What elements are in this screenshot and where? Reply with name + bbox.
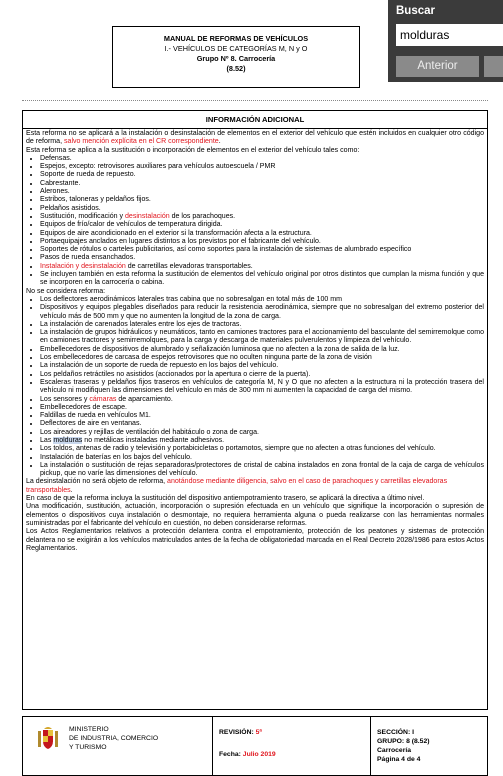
- list-item: • Dispositivos y equipos plegables diseñados para reducir la resistencia aerodinámica, siempre que no sobresalgan del extremo posterior del vehículo más de 500 mm y que no aumenten la longitud de la zona de carga.: [40, 304, 484, 321]
- list-item: • Los toldos, antenas de radio y televisión y portabicicletas o portamotos, siempre que no afecten a otras funciones del vehículo.: [40, 445, 484, 453]
- group-label: GRUPO: 8 (8.52): [377, 738, 430, 745]
- revision-label: REVISIÓN:: [219, 729, 256, 736]
- list-item: • Los deflectores aerodinámicos laterales tras cabina que no sobresalgan en total más de 100 mm: [40, 296, 484, 304]
- red-text: desinstalación: [125, 212, 170, 220]
- ministry-name: [69, 725, 158, 775]
- ministry-line: DE INDUSTRIA, COMERCIO: [69, 735, 159, 742]
- list-item: [40, 213, 484, 221]
- not-considered-heading: No se considera reforma:: [26, 287, 106, 295]
- text: Los sensores y: [40, 395, 90, 403]
- list-item: • Equipos de aire acondicionado en el exterior si la transformación afecta a la estructura.: [40, 230, 484, 238]
- red-text: salvo mención explícita en el CR correspondiente: [64, 138, 219, 146]
- info-content: [23, 129, 487, 553]
- text: de los parachoques.: [169, 212, 236, 220]
- group-code: (8.52): [226, 64, 246, 73]
- paragraph: En caso de que la reforma incluya la sustitución del dispositivo antiempotramiento trasero, se aplicará la directiva a último nivel.: [26, 495, 425, 503]
- info-title: INFORMACIÓN ADICIONAL: [23, 111, 487, 129]
- list-item: • Pasos de rueda ensanchados.: [40, 254, 484, 262]
- list-item: • Deflectores de aire en ventanas.: [40, 420, 484, 428]
- info-section: [22, 110, 488, 710]
- document-header: [112, 26, 360, 88]
- text: .: [218, 138, 221, 146]
- section-label: SECCIÓN: I: [377, 729, 415, 736]
- text: de carretillas elevadoras transportables.: [125, 262, 253, 270]
- list-item: • Se incluyen también en esta reforma la sustitución de elementos del vehículo original por otros distintos que cumplan la misma función y que se incorporen en la carrocería o cabina.: [40, 271, 484, 288]
- text: Sustitución, modificación y: [40, 212, 125, 220]
- fecha: [219, 750, 370, 759]
- search-input[interactable]: [396, 24, 503, 46]
- document-footer: [22, 716, 488, 776]
- list-item: • Espejos, excepto: retrovisores auxiliares para vehículos autoescuela / PMR: [40, 163, 484, 171]
- text: Esta reforma no se aplicará a la instalación o desinstalación de elementos en el exterior del vehículo que estén incluidos en cualquier otro código de reforma,: [26, 130, 484, 146]
- coat-of-arms-icon: [37, 725, 59, 751]
- manual-title: MANUAL DE REFORMAS DE VEHÍCULOS: [163, 34, 309, 43]
- list-item: • Embellecedores de dispositivos de alumbrado y señalización luminosa que no afecten a la zona de salida de la luz.: [40, 346, 484, 354]
- list-item: • Soportes de rótulos o carteles publicitarios, así como soportes para la instalación de sistemas de alumbrado específico: [40, 246, 484, 254]
- paragraph: Una modificación, sustitución, actuación, incorporación o supresión efectuada en un vehículo que signifique la incorporación o supresión de elementos o dispositivos cuya instalación o desmontaje, no requiera herramienta alguna o pueda realizarse con las herramientas normales suministradas por el fabricante del vehículo en cuestión, no deben considerarse reformas.: [26, 503, 484, 527]
- list-item: • Peldaños asistidos.: [40, 205, 484, 213]
- list-item: • La instalación o sustitución de rejas separadoras/protectores de cristal de cabina instalados en zona frontal de la caja de carga de vehículos pickup, que no varíe las dimensiones del vehículo.: [40, 462, 484, 479]
- text: no metálicas instaladas mediante adhesivos.: [82, 436, 225, 444]
- revision: [219, 728, 370, 737]
- list-item: • Portaequipajes anclados en lugares distintos a los previstos por el fabricante del vehículo.: [40, 238, 484, 246]
- page-number: Página 4 de 4: [377, 756, 421, 763]
- search-panel: [388, 0, 503, 82]
- list-item: • Cabrestante.: [40, 180, 484, 188]
- list-item: • Equipos de frío/calor de vehículos de temperatura dirigida.: [40, 221, 484, 229]
- previous-button[interactable]: Anterior: [396, 56, 479, 77]
- applies-list: [26, 155, 484, 288]
- desinstalacion-paragraph: [26, 478, 484, 495]
- fecha-value: Julio 2019: [242, 751, 276, 758]
- category-label: Carrocería: [377, 747, 412, 754]
- search-title: Buscar: [396, 5, 435, 17]
- list-item: [40, 396, 484, 404]
- text: La desinstalación no será objeto de reforma,: [26, 478, 168, 486]
- list-item: [40, 437, 484, 445]
- manual-subtitle: I.- VEHÍCULOS DE CATEGORÍAS M, N y O: [164, 44, 308, 53]
- red-text: cámaras: [89, 395, 117, 403]
- section-cell: [371, 717, 487, 775]
- list-item: • Los peldaños retráctiles no asistidos (accionados por la apertura o cierre de la puerta).: [40, 371, 484, 379]
- revision-cell: [213, 717, 371, 775]
- list-item: • Los embellecedores de carcasa de espejos retrovisores que no oculten ninguna parte de la zona de visión: [40, 354, 484, 362]
- fecha-label: Fecha:: [219, 751, 243, 758]
- list-item: • Alerones.: [40, 188, 484, 196]
- next-button[interactable]: [484, 56, 503, 77]
- red-text: anotándose mediante diligencia, salvo en el caso de parachoques y carretillas elevadoras transportables: [26, 478, 448, 494]
- list-item: • Embellecedores de escape.: [40, 404, 484, 412]
- list-item: • Faldillas de rueda en vehículos M1.: [40, 412, 484, 420]
- list-item: • La instalación de grupos hidráulicos y neumáticos, tanto en camiones tractores para el accionamiento del basculante del semirremolque como en camiones tractores y semirremolques, para la carga y descarga de materiales pulverulentos y limpieza del vehículo.: [40, 329, 484, 346]
- intro-paragraph-2: Esta reforma se aplica a la sustitución o incorporación de elementos en el exterior del vehículo tales como:: [26, 146, 360, 154]
- list-item: • Instalación de baterías en los bajos del vehículo.: [40, 454, 484, 462]
- list-item: • Defensas.: [40, 155, 484, 163]
- not-considered-list: [26, 296, 484, 479]
- list-item: • Escaleras traseras y peldaños fijos traseros en vehículos de categoría M, N y O que no afecten a la estructura ni la protección trasera del vehículo ni modifiquen las dimensiones del vehículo en más de 300 mm ni aumenten la capacidad de carga del mismo.: [40, 379, 484, 396]
- list-item: • Estribos, taloneras y peldaños fijos.: [40, 196, 484, 204]
- search-highlight: molduras: [53, 436, 83, 444]
- text: .: [70, 486, 73, 494]
- group-title: Grupo Nº 8. Carrocería: [196, 54, 276, 63]
- list-item: • Los aireadores y rejillas de ventilación del habitáculo o zona de carga.: [40, 429, 484, 437]
- ministry-line: Y TURISMO: [69, 744, 107, 751]
- list-item: • La instalación de carenados laterales entre los ejes de tractoras.: [40, 321, 484, 329]
- list-item: • La instalación de un soporte de rueda de repuesto en los bajos del vehículo.: [40, 362, 484, 370]
- divider: [22, 100, 488, 101]
- text: de aparcamiento.: [116, 395, 173, 403]
- red-text: Instalación y desinstalación: [40, 262, 126, 270]
- list-item: [40, 263, 484, 271]
- ministry-line: MINISTERIO: [69, 726, 109, 733]
- text: Las: [40, 436, 54, 444]
- intro-paragraph: [26, 130, 484, 147]
- revision-value: 5ª: [255, 729, 262, 736]
- list-item: • Soporte de rueda de repuesto.: [40, 171, 484, 179]
- ministry-cell: [23, 717, 213, 775]
- paragraph: Los Actos Reglamentarios relativos a protección delantera contra el empotramiento, protección de los peatones y sistemas de protección delantera no se exigirán a los vehículos matriculados antes de la fecha de obligatoriedad marcada en el Real Decreto 2028/1986 para estos Actos Reglamentarios.: [26, 528, 484, 552]
